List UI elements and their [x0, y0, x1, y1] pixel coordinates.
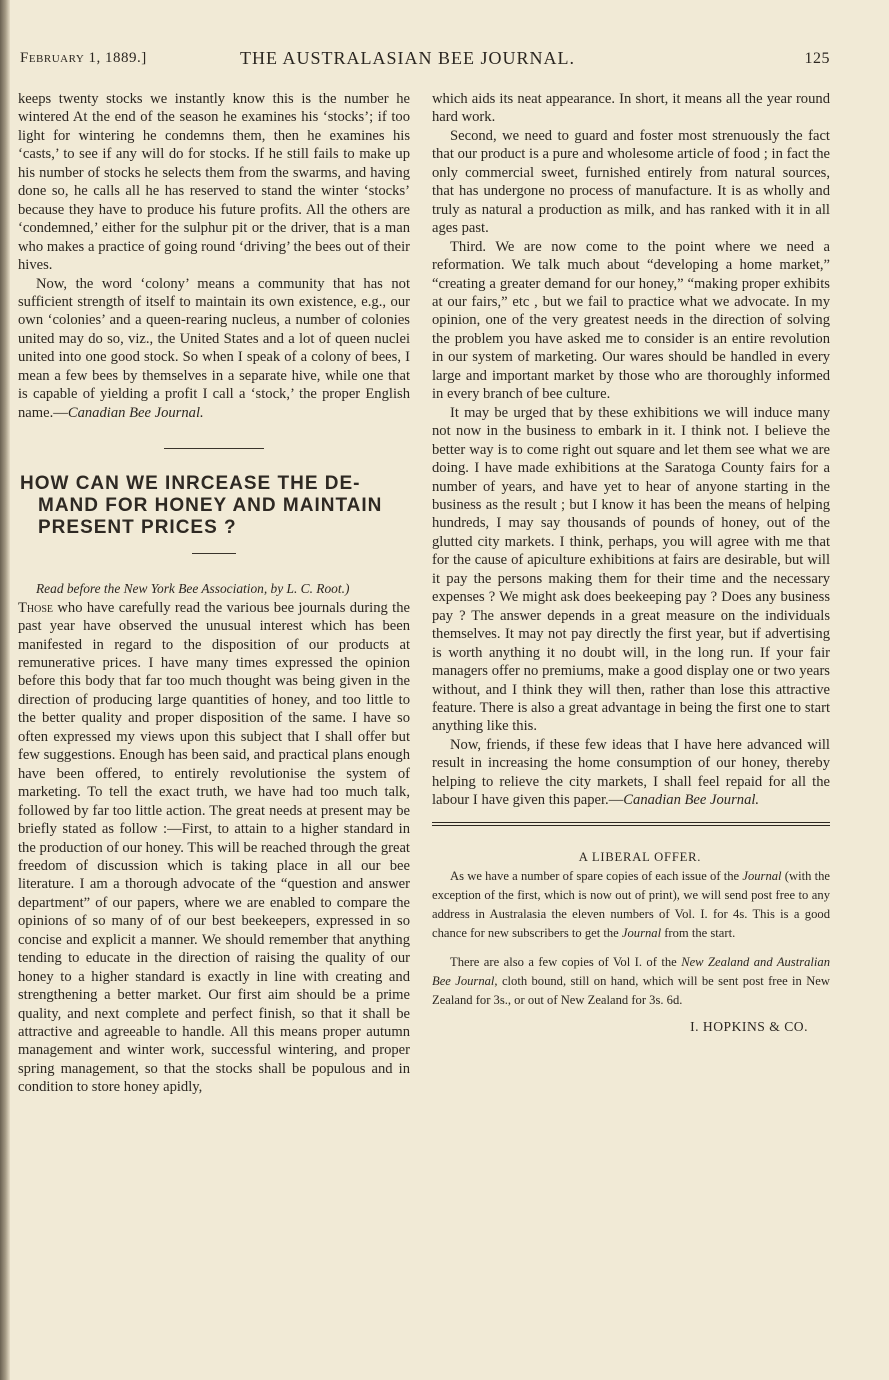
continued-paragraph-right: which aids its neat appearance. In short, it means all the year round hard work.: [432, 91, 830, 126]
offer-paragraph-1: [432, 867, 830, 943]
article-title-line-1: HOW CAN WE INRCEASE THE DE-: [20, 473, 361, 495]
continued-paragraph: keeps twenty stocks we instantly know this is the number he wintered At the end of the season he examines his ‘stocks’; if too light for wintering he condemns them, then he examines his ‘casts,’ to see if any will do for stocks. If he still fails to make up his number of stocks he selects them from the swarms, and having done so, he calls all he has reserved to stand the winter ‘stocks’ because they have to produce his future profits. All the others are ‘condemned,’ either for the sulphur pit or the driver, that is a man who makes a practice of going round ‘driving’ the bees out of their hives.: [18, 91, 410, 274]
offer-p2-title: New Zealand and Australian Bee Journal,: [432, 954, 830, 988]
article-byline: Read before the New York Bee Association, by L. C. Root.): [36, 581, 350, 597]
those-paragraph-text: who have carefully read the various bee journals during the past year have observed the unusual interest which has been manifested in regard to the disposition of our products at remunerative prices. I have many times expressed the opinion before this body that far too much thought was being given in the direction of producing large quantities of honey, and too little to the better quality and proper disposition of the same. I have so often expressed my views upon this subject that I shall offer but few suggestions. Enough has been said, and practical plans enough have been offered, to entirely revolutionise the system of marketing. To tell the exact truth, we have had too much talk, followed by far too little action. The great needs at present may be briefly stated as follow :—First, to attain to a higher standard in the production of our honey. This will be reached through the great freedom of discussion which is taking place in all our bee literature. I am a thorough advocate of the “question and answer department” of our papers, where we are enabled to compare the opinions of so many of of our best beekeepers, expressed in so concise and explicit a manner. We should remember that anything tending to educate in the direction of raising the quality of our honey to a higher standard is exactly in line with creating and strengthening a better market. Our first aim should be a prime quality, and next complete and perfect finish, so that it shall be attractive and agreeable to handle. All this means proper autumn management and winter work, successful wintering, and proper spring management, so that the stocks shall be populous and in condition to store honey apidly,: [18, 599, 410, 1096]
offer-p1-journal-2: Journal: [621, 925, 662, 940]
those-paragraph: [18, 599, 410, 1097]
article-title: [20, 473, 410, 539]
offer-title: A LIBERAL OFFER.: [578, 849, 702, 864]
second-paragraph: Second, we need to guard and foster most strenuously the fact that our product is a pure and wholesome article of food ; in fact the only commercial sweet, furnished entirely from natural sources, that has undergone no process of manufacture. It is as wholly and truly as natural a production as milk, and has ranked with it in all ages past.: [432, 127, 830, 237]
left-column: [18, 90, 410, 1097]
colony-paragraph-text: Now, the word ‘colony’ means a community that has not sufficient strength of itself to maintain its own existence, e.g., our own ‘colonies’ and a queen-rearing nucleus, a number of colonies united may do so, viz., the United States and a lot of queen nuclei united into one good stock. So when I speak of a colony of bees, I mean a few bees by themselves in a separate hive, while one that is capable of yielding a profit I call a ‘stock,’ the proper English name.—: [18, 275, 410, 421]
running-header: [18, 44, 830, 70]
offer-p1-b: (with the exception of the first, which is now out of print), we will send post free to any address in Australasia the eleven numbers of Vol. I. for 4s. This is a good chance for new subscribers to get the: [432, 868, 830, 940]
journal-page: [18, 44, 830, 1096]
now-paragraph-text: Now, friends, if these few ideas that I have here advanced will result in increasing the home consumption of our honey, thereby helping to relieve the city markets, I shall feel repaid for all the labour I have given this paper.—: [432, 736, 830, 809]
colony-paragraph-source: Canadian Bee Journal.: [67, 404, 204, 421]
colony-paragraph: [18, 275, 410, 423]
page-number: 125: [804, 50, 830, 67]
third-paragraph: Third. We are now come to the point where we need a reformation. We talk much about “developing a home market,” “creating a greater demand for our honey,” “making proper exhibits at our fairs,” etc , but we fail to practice what we advocate. In my opinion, one of the very greatest needs in the direction of solving the problem you have asked me to consider is an entire revolution in our system of marketing. Our wares should be handled in every large and important market by those who are thoroughly informed in every branch of bee culture.: [432, 238, 830, 403]
section-divider: [164, 448, 264, 449]
now-paragraph-source: Canadian Bee Journal.: [623, 792, 760, 809]
those-lead-word: Those: [18, 599, 54, 616]
liberal-offer-notice: [432, 848, 830, 1036]
title-divider: [192, 553, 236, 554]
offer-p2-b: cloth bound, still on hand, which will be sent post free in New Zealand for 3s., or out of New Zealand for 3s. 6d.: [432, 973, 830, 1007]
right-column: [432, 90, 830, 1036]
now-paragraph: [432, 736, 830, 810]
offer-p2-a: There are also a few copies of Vol I. of the: [450, 954, 682, 969]
article-title-line-3: PRESENT PRICES ?: [38, 517, 237, 539]
urged-paragraph: It may be urged that by these exhibitions we will induce many not now in the business to embark in it. I think not. I believe the better way is to come right out square and let them see what we are doing. I have made exhibitions at the Saratoga County fairs for a number of years, and have yet to hear of anyone starting in the business as the result ; but I know it has been the means of helping hundreds, I may say thousands of pounds of honey, out of the glutted city markets. I think, perhaps, you will agree with me that for the cause of apiculture exhibitions at fairs are desirable, but will it pay the persons making them for their time and the necessary expenses ? We might ask does beekeeping pay ? Does any business pay ? The answer depends in a great measure on the individuals themselves. It may not pay directly the first year, but if advertising is worth anything it no doubt will, in the long run. If your fair managers offer no premiums, make a good display one or two years without, and I think they will then, rather than lose this attractive feature. There is also a great advantage in being the first one to start anything like this.: [432, 404, 830, 735]
offer-signature: I. HOPKINS & CO.: [690, 1018, 808, 1034]
article-title-line-2: MAND FOR HONEY AND MAINTAIN: [38, 495, 383, 517]
offer-p1-a: As we have a number of spare copies of each issue of the: [450, 868, 743, 883]
offer-paragraph-2: [432, 953, 830, 1010]
offer-p1-c: from the start.: [661, 925, 736, 940]
offer-divider: [432, 822, 830, 826]
book-binding-edge: [0, 0, 10, 1380]
issue-date: February 1, 1889.]: [20, 50, 147, 66]
offer-p1-journal: Journal: [742, 868, 782, 883]
journal-title: THE AUSTRALASIAN BEE JOURNAL.: [240, 48, 575, 68]
